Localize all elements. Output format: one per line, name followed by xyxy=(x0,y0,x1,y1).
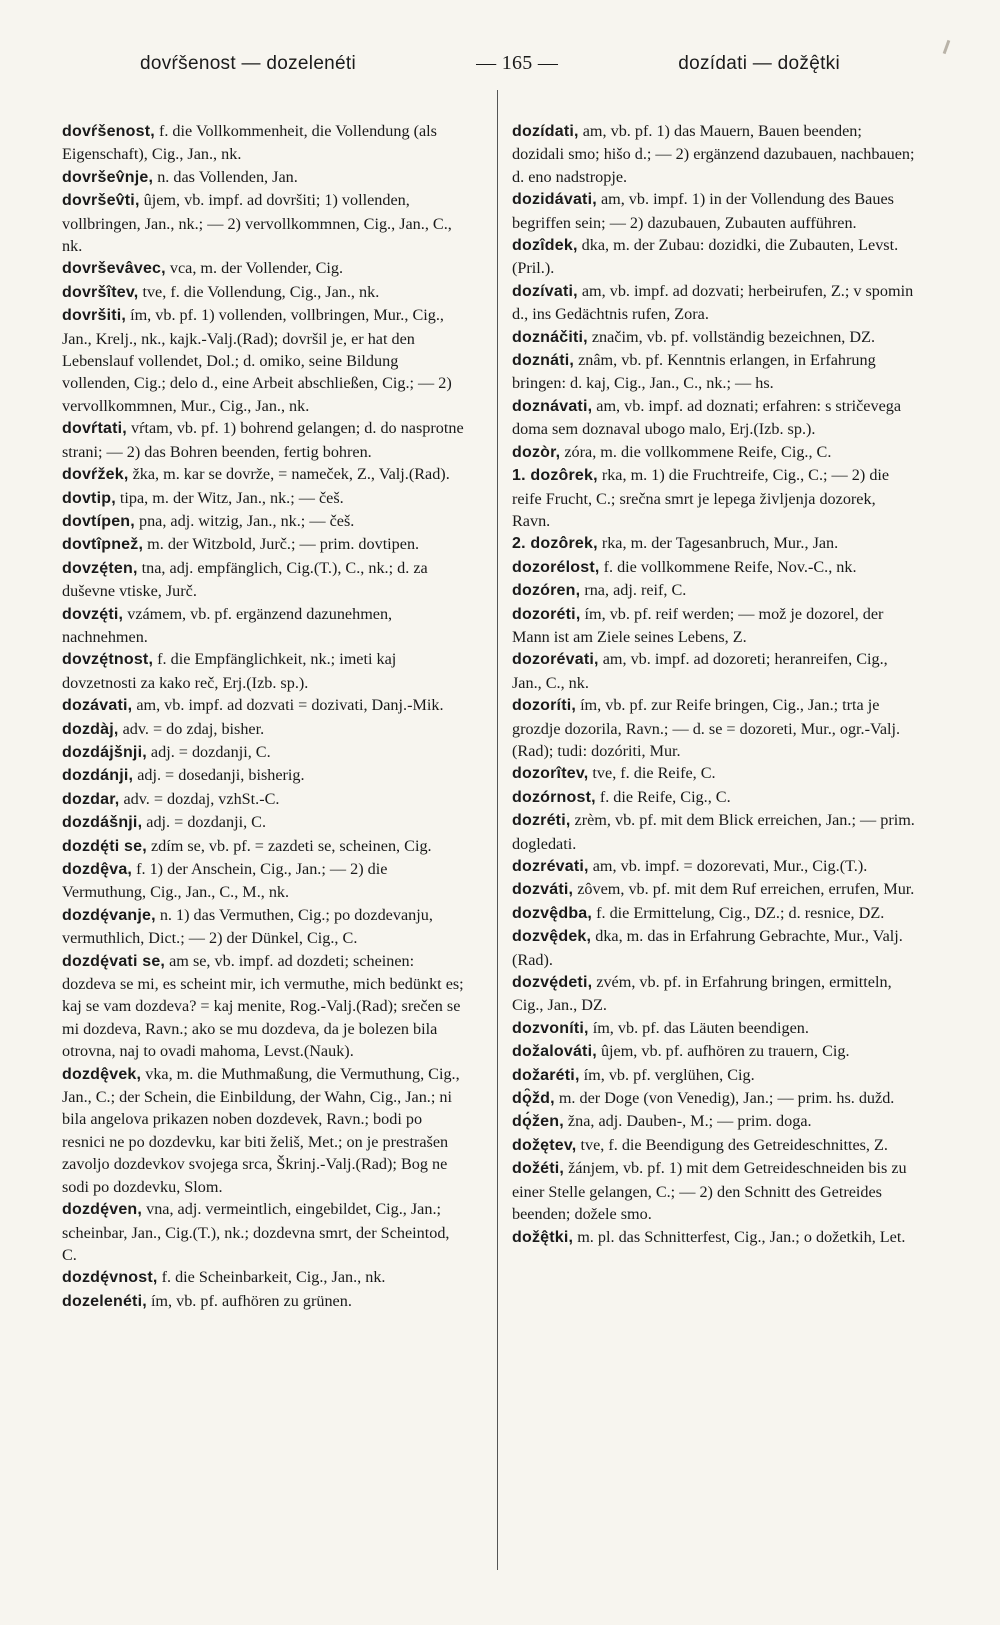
entry-definition: adj. = dozdanji, C. xyxy=(146,813,267,832)
entry-definition: vna, adj. vermeintlich, eingebildet, Cig., Jan.; scheinbar, Jan., Cig.(T.), nk.; dozdevna smrt, der Scheintod, C. xyxy=(62,1200,450,1264)
entry-definition: ím, vb. pf. 1) vollenden, vollbringen, Mur., Cig., Jan., Krelj., nk., kajk.-Valj.(Rad); dovršil je, er hat den Lebenslauf vollendet, Dol.; d. omiko, seine Bildung vollenden, Cig.; delo d., eine Arbeit abschließen, Cig.; — 2) vervollkommnen, Mur., Cig., Jan., nk. xyxy=(62,306,452,415)
entry-headword: dozvę̂dba, xyxy=(512,904,593,922)
entry-definition: značim, vb. pf. vollständig bezeichnen, DZ. xyxy=(591,327,876,346)
entry-definition: m. der Doge (von Venedig), Jan.; — prim. hs. dužd. xyxy=(558,1089,895,1108)
dictionary-entry xyxy=(512,971,917,1017)
entry-definition: f. die Vollkommenheit, die Vollendung (als Eigenschaft), Cig., Jan., nk. xyxy=(62,122,437,164)
entry-headword: dozòr, xyxy=(512,443,561,461)
dictionary-entry xyxy=(512,234,917,280)
entry-definition: ûjem, vb. impf. ad dovršiti; 1) vollenden, vollbringen, Jan., nk.; — 2) vervollkommnen, Cig., Jan., C., nk. xyxy=(62,191,452,256)
dictionary-entry xyxy=(512,809,917,855)
dictionary-entry xyxy=(512,603,917,649)
right-column xyxy=(512,120,917,1249)
entry-headword: dovršev̂ti, xyxy=(62,192,140,210)
entry-definition: f. die vollkommene Reife, Nov.-C., nk. xyxy=(603,557,857,576)
entry-headword: dovtípen, xyxy=(62,512,135,530)
dictionary-entry xyxy=(512,902,917,925)
dictionary-entry xyxy=(512,1040,917,1063)
dictionary-entry xyxy=(512,326,917,349)
entry-definition: žna, adj. Dauben-, M.; — prim. doga. xyxy=(567,1112,812,1131)
entry-headword: dožalováti, xyxy=(512,1043,597,1061)
dictionary-entry xyxy=(62,694,467,717)
entry-headword: dozdájšnji, xyxy=(62,743,147,761)
entry-definition: am, vb. impf. ad dozvati; herbeirufen, Z.; v spomin d., ins Gedächtnis rufen, Zora. xyxy=(512,281,914,324)
entry-definition: f. 1) der Anschein, Cig., Jan.; — 2) die Vermuthung, Cig., Jan., C., M., nk. xyxy=(62,860,388,902)
entry-definition: adj. = dozdanji, C. xyxy=(150,742,271,761)
entry-definition: adj. = dosedanji, bisherig. xyxy=(137,766,305,785)
entry-definition: tve, f. die Beendigung des Getreideschnittes, Z. xyxy=(580,1135,888,1154)
entry-definition: tve, f. die Reife, C. xyxy=(592,764,716,783)
dictionary-entry xyxy=(512,786,917,809)
entry-headword: dozvę̂dek, xyxy=(512,928,592,946)
dictionary-entry xyxy=(512,1087,917,1110)
entry-headword: dǫ́žen, xyxy=(512,1113,564,1131)
dictionary-entry xyxy=(512,532,917,555)
entry-headword: dozdàj, xyxy=(62,720,119,738)
entry-headword: dovzę́tnost, xyxy=(62,651,154,669)
dictionary-entry xyxy=(512,925,917,971)
dictionary-entry xyxy=(62,858,467,904)
dictionary-entry xyxy=(512,188,917,234)
dictionary-entry xyxy=(62,120,467,166)
dictionary-entry xyxy=(62,764,467,787)
entry-definition: zôvem, vb. pf. mit dem Ruf erreichen, errufen, Mur. xyxy=(577,880,915,899)
entry-definition: rna, adj. reif, C. xyxy=(584,581,687,600)
entry-definition: am, vb. pf. 1) das Mauern, Bauen beenden; dozidali smo; hišo d.; — 2) ergänzend dazubauen, nachbauen; d. eno nadstropje. xyxy=(512,122,915,186)
entry-headword: 2. dozôrek, xyxy=(512,535,598,553)
entry-headword: dovŕžek, xyxy=(62,466,129,484)
entry-headword: dozdę̂vek, xyxy=(62,1065,142,1083)
entry-definition: ím, vb. pf. zur Reife bringen, Cig., Jan.; trta je grozdje dozorila, Ravn.; — d. se = dozoreti, Mur., ogr.-Valj.(Rad); tudi: dozóriti, Mur. xyxy=(512,696,901,760)
entry-definition: n. das Vollenden, Jan. xyxy=(157,167,298,186)
entry-headword: dovtip, xyxy=(62,489,116,507)
entry-definition: zdím se, vb. pf. = zazdeti se, scheinen, Cig. xyxy=(150,836,432,855)
entry-definition: vzámem, vb. pf. ergänzend dazunehmen, nachnehmen. xyxy=(62,604,393,646)
entry-definition: vca, m. der Vollender, Cig. xyxy=(169,259,344,278)
entry-headword: dozváti, xyxy=(512,881,574,899)
dictionary-entry xyxy=(62,718,467,741)
entry-headword: dozorélost, xyxy=(512,558,600,576)
dictionary-entry xyxy=(512,441,917,464)
entry-headword: dozdánji, xyxy=(62,767,134,785)
entry-definition: zvém, vb. pf. in Erfahrung bringen, ermitteln, Cig., Jan., DZ. xyxy=(512,973,892,1015)
entry-definition: am, vb. impf. = dozorevati, Mur., Cig.(T.). xyxy=(592,857,868,875)
entry-definition: tipa, m. der Witz, Jan., nk.; — češ. xyxy=(119,488,344,507)
entry-headword: dovzę́ten, xyxy=(62,559,138,577)
entry-definition: f. die Scheinbarkeit, Cig., Jan., nk. xyxy=(161,1268,386,1287)
dictionary-entry xyxy=(512,1226,917,1249)
entry-definition: adv. = do zdaj, bisher. xyxy=(122,719,265,738)
entry-headword: doznáti, xyxy=(512,352,575,370)
entry-headword: dozîdek, xyxy=(512,237,578,255)
entry-definition: zrèm, vb. pf. mit dem Blick erreichen, Jan.; — prim. dogledati. xyxy=(512,811,915,853)
entry-headword: dozorévati, xyxy=(512,651,599,669)
entry-definition: m. pl. das Schnitterfest, Cig., Jan.; o dožetkih, Let. xyxy=(577,1227,906,1246)
entry-headword: dozdę́vanje, xyxy=(62,906,156,924)
entry-headword: dovŕtati, xyxy=(62,420,127,438)
entry-headword: dožaréti, xyxy=(512,1066,580,1084)
entry-definition: žka, m. kar se dovrže, = nameček, Z., Valj.(Rad). xyxy=(132,465,450,484)
entry-definition: zóra, m. die vollkommene Reife, Cig., C. xyxy=(564,442,832,461)
entry-definition: vka, m. die Muthmaßung, die Vermuthung, Cig., Jan., C.; der Schein, die Einbildung, der Wahn, Cig., Jan.; ni bila angelova prikazen noben dozdevek, Ravn.; bodi po resnici ne po dozdevku, kar biti želiš, Met.; on je prestrašen zavoljo dozdevkov svojega srca, Škrinj.-Valj.(Rad); Bog ne sodi po dozdevku, Slom. xyxy=(62,1064,460,1196)
header-right-guideword: dozídati — dožę̂tki xyxy=(678,53,840,74)
entry-headword: dozívati, xyxy=(512,282,578,300)
entry-definition: vŕtam, vb. pf. 1) bohrend gelangen; d. do nasprotne strani; — 2) das Bohren beenden, fertig bohren. xyxy=(62,419,464,461)
margin-mark xyxy=(943,40,951,54)
entry-headword: doznávati, xyxy=(512,397,593,415)
entry-headword: dovzę́ti, xyxy=(62,605,124,623)
dictionary-entry xyxy=(512,1064,917,1087)
dictionary-entry xyxy=(62,835,467,858)
entry-definition: dka, m. das in Erfahrung Gebrachte, Mur., Valj.(Rad). xyxy=(512,927,903,969)
entry-headword: dovrševâvec, xyxy=(62,260,166,278)
entry-definition: tve, f. die Vollendung, Cig., Jan., nk. xyxy=(142,282,380,301)
entry-definition: ûjem, vb. pf. aufhören zu trauern, Cig. xyxy=(600,1042,850,1061)
dictionary-entry xyxy=(512,349,917,395)
dictionary-entry xyxy=(62,648,467,694)
left-column xyxy=(62,120,467,1313)
entry-headword: dozoríti, xyxy=(512,697,577,715)
entry-headword: dovtîpnež, xyxy=(62,536,144,554)
dictionary-entry xyxy=(62,189,467,257)
entry-definition: am, vb. impf. ad dozoreti; heranreifen, Cig., Jan., C., nk. xyxy=(512,650,888,692)
dictionary-entry xyxy=(512,395,917,441)
dictionary-entry xyxy=(512,556,917,579)
dictionary-entry xyxy=(512,855,917,878)
dictionary-entry xyxy=(62,741,467,764)
dictionary-entry xyxy=(62,811,467,834)
dictionary-entry xyxy=(512,120,917,188)
entry-definition: f. die Ermittelung, Cig., DZ.; d. resnice, DZ. xyxy=(596,903,885,922)
entry-headword: dožéti, xyxy=(512,1160,565,1178)
dictionary-entry xyxy=(62,304,467,417)
page-number: — 165 — xyxy=(476,52,559,74)
page-header xyxy=(140,52,840,75)
entry-definition: adv. = dozdaj, vzhSt.-C. xyxy=(123,789,280,808)
dictionary-entry xyxy=(62,463,467,486)
entry-headword: dozídati, xyxy=(512,123,579,140)
entry-definition: rka, m. der Tagesanbruch, Mur., Jan. xyxy=(601,534,839,553)
dictionary-entry xyxy=(512,464,917,532)
entry-definition: znâm, vb. pf. Kenntnis erlangen, in Erfahrung bringen: d. kaj, Cig., Jan., C., nk.; — hs. xyxy=(512,351,876,393)
entry-headword: dožę̂tki, xyxy=(512,1228,574,1246)
entry-definition: ím, vb. pf. das Läuten beendigen. xyxy=(592,1018,809,1037)
entry-definition: am, vb. impf. ad dozvati = dozivati, Danj.-Mik. xyxy=(136,696,444,715)
entry-headword: dozidávati, xyxy=(512,191,597,209)
entry-headword: dovršîtev, xyxy=(62,283,139,301)
dictionary-entry xyxy=(512,1017,917,1040)
entry-definition: ím, vb. pf. verglühen, Cig. xyxy=(583,1065,755,1084)
entry-definition: dka, m. der Zubau: dozidki, die Zubauten, Levst.(Pril.). xyxy=(512,236,899,278)
column-divider xyxy=(497,90,498,1570)
entry-headword: dovŕšenost, xyxy=(62,123,155,140)
entry-headword: dovršiti, xyxy=(62,307,127,325)
entry-headword: dozávati, xyxy=(62,697,133,715)
entry-definition: m. der Witzbold, Jurč.; — prim. dovtipen. xyxy=(147,535,420,554)
entry-definition: am, vb. impf. ad doznati; erfahren: s stričevega doma sem doznaval ubogo malo, Erj.(Izb. sp.). xyxy=(512,396,902,439)
entry-headword: dozdę́vati se, xyxy=(62,952,166,970)
dictionary-entry xyxy=(62,1290,467,1313)
dictionary-entry xyxy=(62,1063,467,1198)
entry-definition: ím, vb. pf. aufhören zu grünen. xyxy=(150,1291,352,1310)
dictionary-entry xyxy=(512,694,917,762)
dictionary-entry xyxy=(62,257,467,280)
dictionary-entry xyxy=(62,557,467,603)
dictionary-entry xyxy=(62,510,467,533)
dictionary-entry xyxy=(62,950,467,1063)
dictionary-entry xyxy=(62,904,467,950)
entry-definition: rka, m. 1) die Fruchtreife, Cig., C.; — 2) die reife Frucht, C.; srečna smrt je lepega življenja dozorek, Ravn. xyxy=(512,466,890,530)
entry-headword: dozdę́ti se, xyxy=(62,837,147,855)
dictionary-entry xyxy=(512,579,917,602)
entry-headword: dožętev, xyxy=(512,1136,577,1154)
entry-headword: dozvoníti, xyxy=(512,1019,589,1037)
entry-definition: pna, adj. witzig, Jan., nk.; — češ. xyxy=(138,511,355,530)
entry-headword: dozorîtev, xyxy=(512,765,589,783)
dictionary-entry xyxy=(512,648,917,694)
dictionary-entry xyxy=(62,166,467,189)
entry-definition: am, vb. impf. 1) in der Vollendung des Baues begriffen sein; — 2) dazubauen, Zubauten aufführen. xyxy=(512,190,894,232)
entry-definition: ím, vb. pf. reif werden; — mož je dozorel, der Mann ist am Ziele seines Lebens, Z. xyxy=(512,604,884,646)
dictionary-entry xyxy=(62,533,467,556)
entry-headword: dozórnost, xyxy=(512,788,596,806)
entry-headword: dozrévati, xyxy=(512,858,589,875)
entry-headword: doznáčiti, xyxy=(512,328,588,346)
entry-definition: am se, vb. impf. ad dozdeti; scheinen: dozdeva se mi, es scheint mir, ich vermuthe, mich bedünkt es; kaj se vam dozdeva? = kaj menite, Rog.-Valj.(Rad); srečen se mi dozdeva, Ravn.; ako se mu dozdeva, da je bolezen bila otrovna, naj to ovadi mahoma, Levst.(Nauk). xyxy=(62,951,464,1061)
dictionary-entry xyxy=(512,1110,917,1133)
dictionary-entry xyxy=(512,1134,917,1157)
dictionary-entry xyxy=(512,1157,917,1225)
entry-headword: dozvę́deti, xyxy=(512,974,593,992)
dictionary-entry xyxy=(62,1266,467,1289)
entry-headword: dozdę̂va, xyxy=(62,861,133,878)
dictionary-entry xyxy=(62,1198,467,1266)
entry-headword: dozelenéti, xyxy=(62,1292,147,1310)
entry-definition: tna, adj. empfänglich, Cig.(T.), C., nk.; d. za duševne vtiske, Jurč. xyxy=(62,558,428,601)
entry-definition: žánjem, vb. pf. 1) mit dem Getreideschneiden bis zu einer Stelle gelangen, C.; — 2) den Schnitt des Getreides beenden; dožele smo. xyxy=(512,1159,907,1224)
dictionary-entry xyxy=(512,280,917,326)
entry-headword: dozdę́ven, xyxy=(62,1201,143,1219)
entry-definition: n. 1) das Vermuthen, Cig.; po dozdevanju, vermuthlich, Dict.; — 2) der Dünkel, Cig., C. xyxy=(62,905,433,948)
dictionary-entry xyxy=(512,878,917,901)
entry-headword: dozréti, xyxy=(512,812,571,830)
entry-headword: dozdar, xyxy=(62,790,120,808)
entry-headword: 1. dozôrek, xyxy=(512,467,598,485)
dictionary-entry xyxy=(62,487,467,510)
entry-definition: f. die Empfänglichkeit, nk.; imeti kaj dovzetnosti za kako reč, Erj.(Izb. sp.). xyxy=(62,650,397,692)
dictionary-entry xyxy=(512,762,917,785)
entry-headword: dozoréti, xyxy=(512,605,581,623)
entry-headword: dǫ̑žd, xyxy=(512,1090,555,1108)
dictionary-entry xyxy=(62,788,467,811)
entry-definition: f. die Reife, Cig., C. xyxy=(599,787,731,806)
dictionary-entry xyxy=(62,603,467,649)
header-left-guideword: dovŕšenost — dozelenéti xyxy=(140,53,357,74)
dictionary-entry xyxy=(62,281,467,304)
dictionary-entry xyxy=(62,417,467,463)
entry-headword: dozóren, xyxy=(512,582,581,600)
entry-headword: dozdę́vnost, xyxy=(62,1269,158,1287)
entry-headword: dozdášnji, xyxy=(62,814,143,832)
entry-headword: dovršev̂nje, xyxy=(62,168,154,186)
